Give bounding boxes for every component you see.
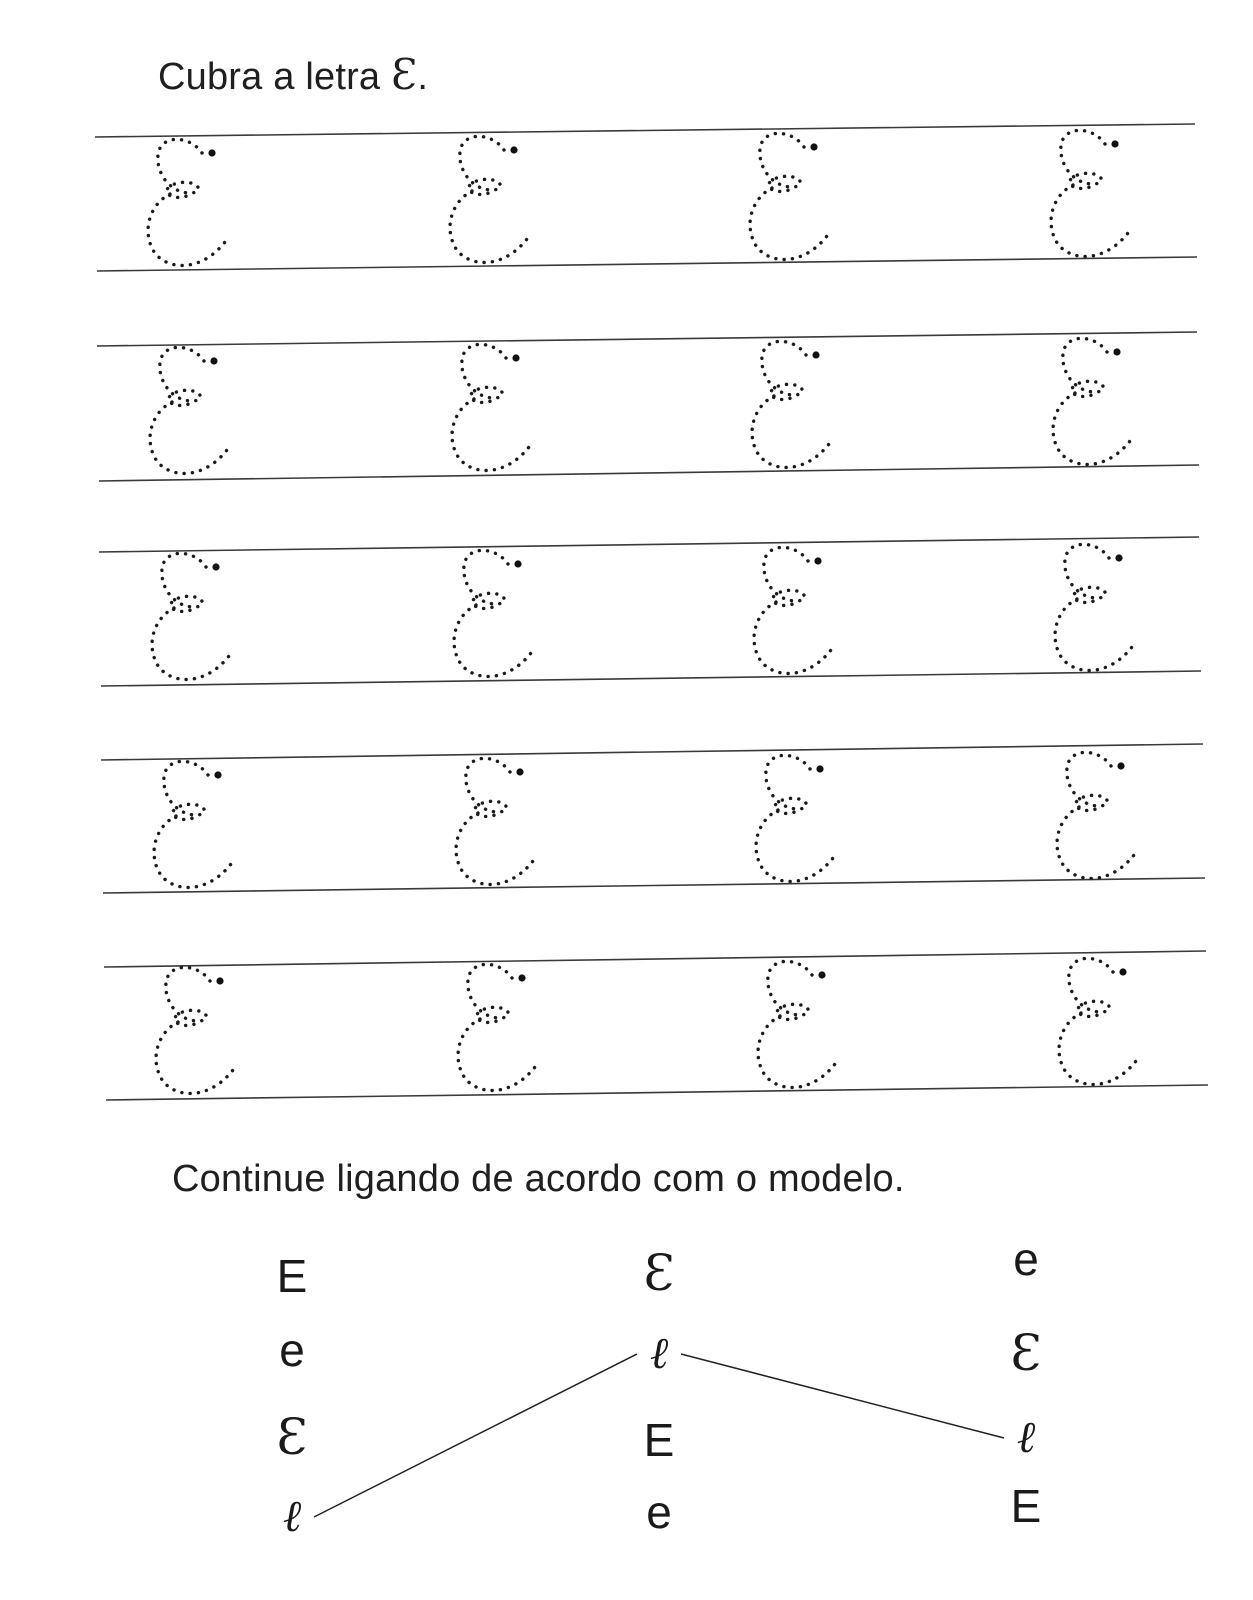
dotted-letter-stroke [456, 758, 536, 884]
match-letter-col1[interactable]: E [276, 1250, 308, 1302]
dotted-letter-stroke [752, 341, 832, 467]
dotted-letter-cursive-capital-E[interactable] [452, 344, 532, 470]
start-dot [1113, 348, 1120, 355]
dotted-letter-cursive-capital-E[interactable] [156, 967, 236, 1093]
dotted-letter-cursive-capital-E[interactable] [750, 133, 830, 259]
start-dot [208, 149, 215, 156]
match-letter-col2[interactable]: E [643, 1414, 675, 1466]
dotted-letter-stroke [156, 967, 236, 1093]
dotted-letter-stroke [1057, 752, 1137, 878]
match-letter-col2[interactable]: Ɛ [643, 1244, 675, 1302]
dotted-letter-stroke [148, 139, 228, 265]
start-dot [212, 563, 219, 570]
dotted-letter-stroke [152, 553, 232, 679]
dotted-letter-cursive-capital-E[interactable] [752, 341, 832, 467]
dotted-letter-cursive-capital-E[interactable] [756, 755, 836, 881]
match-letter-col3[interactable]: ℓ [1016, 1412, 1036, 1463]
tracing-letters [148, 130, 1139, 1093]
start-dot [514, 560, 521, 567]
dotted-letter-cursive-capital-E[interactable] [152, 553, 232, 679]
start-dot [812, 351, 819, 358]
dotted-letter-stroke [452, 344, 532, 470]
match-letter-col2[interactable]: ℓ [649, 1328, 669, 1379]
dotted-letter-cursive-capital-E[interactable] [456, 758, 536, 884]
dotted-letter-stroke [1051, 130, 1131, 256]
writing-lines [95, 124, 1208, 1100]
dotted-letter-cursive-capital-E[interactable] [754, 547, 834, 673]
dotted-letter-cursive-capital-E[interactable] [458, 964, 538, 1090]
match-letter-col3[interactable]: E [1010, 1480, 1042, 1532]
dotted-letter-stroke [1055, 544, 1135, 670]
start-dot [1111, 140, 1118, 147]
dotted-letter-stroke [150, 347, 230, 473]
start-dot [516, 768, 523, 775]
writing-line-bottom [97, 257, 1197, 271]
start-dot [810, 143, 817, 150]
writing-line-top [104, 951, 1206, 967]
writing-line-top [101, 744, 1203, 760]
start-dot [818, 971, 825, 978]
dotted-letter-cursive-capital-E[interactable] [454, 550, 534, 676]
instruction-trace-letter: Ɛ [391, 50, 418, 99]
matching-exercise [276, 1233, 1041, 1542]
writing-line-bottom [99, 465, 1199, 481]
start-dot [216, 977, 223, 984]
writing-line-top [99, 537, 1199, 552]
dotted-letter-cursive-capital-E[interactable] [150, 347, 230, 473]
model-connection-line [314, 1354, 637, 1517]
dotted-letter-stroke [154, 761, 234, 887]
instruction-trace-period: . [417, 56, 429, 98]
match-letter-col1[interactable]: e [279, 1324, 305, 1376]
dotted-letter-cursive-capital-E[interactable] [148, 139, 228, 265]
dotted-letter-cursive-capital-E[interactable] [1057, 752, 1137, 878]
dotted-letter-stroke [758, 961, 838, 1087]
instruction-trace-text: Cubra a letra [158, 56, 381, 98]
dotted-letter-cursive-capital-E[interactable] [758, 961, 838, 1087]
writing-line-bottom [101, 671, 1201, 686]
writing-line-bottom [106, 1085, 1208, 1100]
match-letter-col1[interactable]: ℓ [282, 1491, 302, 1542]
dotted-letter-stroke [756, 755, 836, 881]
dotted-letter-cursive-capital-E[interactable] [1055, 544, 1135, 670]
dotted-letter-stroke [1053, 338, 1133, 464]
start-dot [510, 146, 517, 153]
dotted-letter-cursive-capital-E[interactable] [1059, 958, 1139, 1084]
dotted-letter-stroke [750, 133, 830, 259]
start-dot [210, 357, 217, 364]
writing-line-bottom [103, 878, 1205, 893]
start-dot [1115, 554, 1122, 561]
writing-line-top [97, 332, 1197, 346]
dotted-letter-stroke [754, 547, 834, 673]
start-dot [518, 974, 525, 981]
dotted-letter-stroke [454, 550, 534, 676]
start-dot [816, 765, 823, 772]
match-letter-col3[interactable]: Ɛ [1010, 1324, 1042, 1382]
dotted-letter-cursive-capital-E[interactable] [450, 136, 530, 262]
writing-line-top [95, 124, 1195, 137]
start-dot [1117, 762, 1124, 769]
start-dot [512, 354, 519, 361]
dotted-letter-cursive-capital-E[interactable] [1053, 338, 1133, 464]
model-connection-line [681, 1354, 1004, 1438]
match-letter-col3[interactable]: e [1013, 1233, 1039, 1285]
dotted-letter-stroke [450, 136, 530, 262]
match-letter-col1[interactable]: Ɛ [276, 1408, 308, 1466]
dotted-letter-cursive-capital-E[interactable] [154, 761, 234, 887]
start-dot [214, 771, 221, 778]
start-dot [1119, 968, 1126, 975]
instruction-match: Continue ligando de acordo com o modelo. [172, 1158, 905, 1200]
dotted-letter-stroke [1059, 958, 1139, 1084]
start-dot [814, 557, 821, 564]
dotted-letter-stroke [458, 964, 538, 1090]
dotted-letter-cursive-capital-E[interactable] [1051, 130, 1131, 256]
match-letter-col2[interactable]: e [646, 1486, 672, 1538]
